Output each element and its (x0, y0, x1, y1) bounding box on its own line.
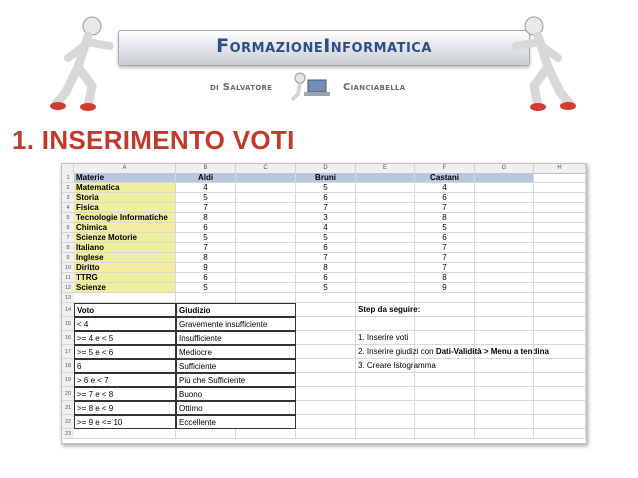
sheet-cell[interactable]: Aldi (176, 173, 236, 183)
sheet-cell[interactable]: 8 (415, 273, 475, 283)
sheet-cell[interactable] (475, 173, 534, 183)
sheet-cell[interactable] (236, 183, 296, 193)
sheet-cell[interactable]: 9 (415, 283, 475, 293)
sheet-cell[interactable] (356, 373, 415, 387)
sheet-cell[interactable]: Buono (176, 387, 296, 401)
sheet-cell[interactable]: 6 (74, 359, 176, 373)
column-header-f[interactable]: F (415, 164, 475, 173)
row-header[interactable]: 6 (62, 223, 74, 233)
sheet-cell[interactable]: Più che Sufficiente (176, 373, 296, 387)
sheet-cell[interactable] (415, 401, 475, 415)
sheet-cell[interactable] (236, 243, 296, 253)
sheet-cell[interactable]: TTRG (74, 273, 176, 283)
sheet-cell[interactable] (534, 213, 586, 223)
sheet-cell[interactable] (356, 193, 415, 203)
sheet-cell[interactable]: Matematica (74, 183, 176, 193)
sheet-cell[interactable] (296, 317, 356, 331)
sheet-grid (74, 173, 586, 443)
sheet-cell[interactable]: 3 (296, 213, 356, 223)
row-header[interactable]: 7 (62, 233, 74, 243)
sheet-cell[interactable] (356, 317, 415, 331)
sheet-cell[interactable] (356, 253, 415, 263)
row-header[interactable]: 5 (62, 213, 74, 223)
sheet-cell[interactable] (534, 173, 586, 183)
sheet-cell[interactable]: >= 7 e < 8 (74, 387, 176, 401)
sheet-cell[interactable] (475, 193, 534, 203)
sheet-cell[interactable] (296, 345, 356, 359)
sheet-cell[interactable] (475, 317, 534, 331)
sheet-cell[interactable] (356, 223, 415, 233)
sheet-cell[interactable]: 7 (415, 243, 475, 253)
row-header[interactable]: 17 (62, 345, 74, 359)
sheet-cell[interactable] (236, 173, 296, 183)
banner-author-surname: Cianciabella (343, 82, 406, 93)
sheet-cell[interactable] (296, 373, 356, 387)
sheet-cell[interactable]: 4 (415, 183, 475, 193)
sheet-cell[interactable]: Chimica (74, 223, 176, 233)
sheet-cell[interactable] (415, 345, 475, 359)
sheet-cell[interactable] (534, 223, 586, 233)
sheet-cell[interactable] (415, 331, 475, 345)
sheet-cell[interactable]: 1. Inserire voti (356, 331, 415, 345)
sheet-cell[interactable] (236, 203, 296, 213)
sheet-cell[interactable]: 7 (415, 253, 475, 263)
sheet-cell[interactable] (534, 303, 586, 317)
column-header-g[interactable]: G (475, 164, 534, 173)
sheet-cell[interactable] (356, 283, 415, 293)
sheet-cell[interactable]: Sufficiente (176, 359, 296, 373)
sheet-cell[interactable]: 6 (415, 233, 475, 243)
laptop-figure-icon (288, 70, 334, 102)
sheet-cell[interactable]: Gravemente insufficiente (176, 317, 296, 331)
sheet-cell[interactable] (356, 387, 415, 401)
row-header[interactable]: 2 (62, 183, 74, 193)
sheet-cell[interactable] (74, 293, 176, 303)
step-2-menu-path: Dati-Validità > Menu a tendina (435, 347, 549, 356)
sheet-cell[interactable] (296, 387, 356, 401)
sheet-cell[interactable] (356, 183, 415, 193)
sheet-cell[interactable] (236, 263, 296, 273)
sheet-cell[interactable]: 6 (296, 273, 356, 283)
sheet-cell[interactable] (475, 345, 534, 359)
sheet-cell[interactable]: 5 (296, 183, 356, 193)
row-header[interactable]: 15 (62, 317, 74, 331)
sheet-cell[interactable] (356, 273, 415, 283)
row-header[interactable]: 4 (62, 203, 74, 213)
sheet-cell[interactable]: 4 (296, 223, 356, 233)
sheet-cell[interactable]: 5 (176, 233, 236, 243)
sheet-cell[interactable] (475, 243, 534, 253)
sheet-cell[interactable]: Storia (74, 193, 176, 203)
sheet-cell[interactable] (415, 359, 475, 373)
row-header[interactable]: 20 (62, 387, 74, 401)
row-header[interactable]: 18 (62, 359, 74, 373)
sheet-cell[interactable] (475, 387, 534, 401)
sheet-cell[interactable]: 5 (415, 223, 475, 233)
sheet-cell[interactable] (236, 429, 296, 439)
page-title: 1. INSERIMENTO VOTI (12, 125, 295, 155)
sheet-cell[interactable]: 6 (296, 193, 356, 203)
sheet-cell[interactable]: 3. Creare Istogramma (356, 359, 415, 373)
sheet-cell[interactable] (534, 273, 586, 283)
column-header-e[interactable]: E (356, 164, 415, 173)
sheet-cell[interactable]: Step da seguire: (356, 303, 415, 317)
sheet-cell[interactable]: Castani (415, 173, 475, 183)
row-header[interactable]: 22 (62, 415, 74, 429)
sheet-cell[interactable] (236, 223, 296, 233)
sheet-cell[interactable] (236, 293, 296, 303)
sheet-cell[interactable]: 5 (176, 193, 236, 203)
sheet-cell[interactable] (356, 203, 415, 213)
banner-author-prefix: di Salvatore (210, 82, 273, 93)
sheet-cell[interactable]: 8 (176, 253, 236, 263)
sheet-cell[interactable]: Giudizio (176, 303, 296, 317)
sheet-cell[interactable] (534, 183, 586, 193)
sheet-cell[interactable] (475, 263, 534, 273)
row-header[interactable]: 16 (62, 331, 74, 345)
sheet-cell[interactable] (534, 283, 586, 293)
sheet-cell[interactable] (475, 293, 534, 303)
sheet-cell[interactable] (236, 283, 296, 293)
sheet-cell[interactable] (356, 345, 549, 359)
sheet-cell[interactable] (534, 331, 586, 345)
sheet-cell[interactable] (534, 317, 586, 331)
sheet-cell[interactable] (356, 401, 415, 415)
banner-title: FormazioneInformatica (216, 35, 432, 57)
sheet-cell[interactable] (356, 213, 415, 223)
sheet-cell[interactable]: Diritto (74, 263, 176, 273)
sheet-cell[interactable]: Inglese (74, 253, 176, 263)
sheet-cell[interactable] (415, 429, 475, 439)
sheet-cell[interactable] (415, 373, 475, 387)
sheet-cell[interactable]: 5 (296, 283, 356, 293)
sheet-cell[interactable] (475, 233, 534, 243)
sheet-cell[interactable] (296, 429, 356, 439)
sheet-cell[interactable] (475, 253, 534, 263)
sheet-cell[interactable]: >= 8 e < 9 (74, 401, 176, 415)
row-header[interactable]: 23 (62, 429, 74, 439)
row-header[interactable]: 21 (62, 401, 74, 415)
sheet-cell[interactable]: < 4 (74, 317, 176, 331)
sheet-cell[interactable] (475, 203, 534, 213)
sheet-cell[interactable] (534, 263, 586, 273)
sheet-cell[interactable]: Ottimo (176, 401, 296, 415)
sheet-cell[interactable] (534, 233, 586, 243)
sheet-cell[interactable]: 9 (176, 263, 236, 273)
header-banner (0, 0, 638, 120)
sheet-cell[interactable] (236, 193, 296, 203)
sheet-cell[interactable]: 8 (296, 263, 356, 273)
sheet-cell[interactable] (534, 203, 586, 213)
sheet-cell[interactable] (415, 317, 475, 331)
sheet-cell[interactable] (534, 253, 586, 263)
sheet-cell[interactable]: 4 (176, 183, 236, 193)
sheet-cell[interactable] (415, 303, 475, 317)
sheet-cell[interactable] (475, 415, 534, 429)
sheet-cell[interactable] (356, 233, 415, 243)
sheet-cell[interactable]: Materie (74, 173, 176, 183)
sheet-cell[interactable] (356, 243, 415, 253)
sheet-cell[interactable] (296, 303, 356, 317)
row-header[interactable]: 8 (62, 243, 74, 253)
sheet-cell[interactable]: Mediocre (176, 345, 296, 359)
column-header-d[interactable]: D (296, 164, 356, 173)
sheet-cell[interactable]: 7 (176, 203, 236, 213)
sheet-cell[interactable]: >= 5 e < 6 (74, 345, 176, 359)
sheet-cell[interactable]: 5 (176, 283, 236, 293)
row-header[interactable]: 3 (62, 193, 74, 203)
column-corner (62, 164, 74, 173)
sheet-cell[interactable] (296, 401, 356, 415)
sheet-cell[interactable] (475, 223, 534, 233)
sheet-cell[interactable] (534, 429, 586, 439)
sheet-cell[interactable]: Scienze Motorie (74, 233, 176, 243)
sheet-cell[interactable] (534, 401, 586, 415)
sheet-cell[interactable]: Scienze (74, 283, 176, 293)
sheet-cell[interactable] (176, 293, 236, 303)
sheet-cell[interactable] (475, 283, 534, 293)
sheet-cell[interactable] (356, 263, 415, 273)
sheet-cell[interactable]: 8 (176, 213, 236, 223)
sheet-cell[interactable]: 8 (415, 213, 475, 223)
column-header-b[interactable]: B (176, 164, 236, 173)
sheet-cell[interactable] (296, 293, 356, 303)
sheet-cell[interactable] (534, 359, 586, 373)
row-header[interactable]: 11 (62, 273, 74, 283)
sheet-cell[interactable]: 7 (176, 243, 236, 253)
sheet-cell[interactable] (415, 415, 475, 429)
sheet-cell[interactable]: >= 9 e <= 10 (74, 415, 176, 429)
sheet-cell[interactable] (415, 387, 475, 401)
sheet-cell[interactable]: >= 4 e < 5 (74, 331, 176, 345)
column-header-h[interactable]: H (534, 164, 586, 173)
sheet-cell[interactable] (296, 415, 356, 429)
sheet-cell[interactable] (356, 415, 415, 429)
sheet-cell[interactable] (534, 415, 586, 429)
sheet-cell[interactable]: 7 (296, 253, 356, 263)
sheet-cell[interactable] (475, 303, 534, 317)
sheet-cell[interactable] (534, 243, 586, 253)
sheet-cell[interactable]: Fisica (74, 203, 176, 213)
sheet-cell[interactable]: 7 (415, 203, 475, 213)
sheet-cell[interactable] (415, 293, 475, 303)
sheet-cell[interactable] (356, 173, 415, 183)
sheet-cell[interactable]: 6 (415, 193, 475, 203)
sheet-cell[interactable] (475, 373, 534, 387)
sheet-cell[interactable] (176, 429, 236, 439)
sheet-cell[interactable] (475, 401, 534, 415)
sheet-cell[interactable]: Eccellente (176, 415, 296, 429)
row-header[interactable]: 13 (62, 293, 74, 303)
row-header[interactable]: 14 (62, 303, 74, 317)
sheet-cell[interactable] (534, 193, 586, 203)
sheet-cell[interactable] (236, 233, 296, 243)
row-header[interactable]: 1 (62, 173, 74, 183)
sheet-cell[interactable]: Italiano (74, 243, 176, 253)
sheet-cell[interactable]: 7 (296, 203, 356, 213)
sheet-cell[interactable] (475, 213, 534, 223)
sheet-cell[interactable] (475, 273, 534, 283)
row-header[interactable]: 19 (62, 373, 74, 387)
sheet-cell[interactable] (534, 345, 586, 359)
column-header-a[interactable]: A (74, 164, 176, 173)
sheet-cell[interactable] (475, 183, 534, 193)
banner-bar (118, 30, 530, 66)
row-header[interactable]: 10 (62, 263, 74, 273)
spreadsheet (61, 163, 587, 444)
step-2-text: 2. Inserire giudizi con (358, 347, 436, 356)
sheet-cell[interactable] (534, 373, 586, 387)
sheet-cell[interactable] (534, 387, 586, 401)
sheet-cell[interactable] (236, 273, 296, 283)
sheet-cell[interactable] (296, 331, 356, 345)
sheet-cell[interactable]: 6 (176, 273, 236, 283)
sheet-cell[interactable]: Tecnologie Informatiche (74, 213, 176, 223)
sheet-cell[interactable]: 6 (296, 243, 356, 253)
sheet-cell[interactable]: > 6 e < 7 (74, 373, 176, 387)
sheet-cell[interactable] (356, 293, 415, 303)
sheet-cell[interactable] (475, 429, 534, 439)
sheet-cell[interactable]: 7 (415, 263, 475, 273)
sheet-cell[interactable]: Insufficiente (176, 331, 296, 345)
sheet-cell[interactable] (296, 359, 356, 373)
sheet-cell[interactable] (236, 253, 296, 263)
sheet-cell[interactable]: Voto (74, 303, 176, 317)
sheet-cell[interactable] (534, 293, 586, 303)
column-header-c[interactable]: C (236, 164, 296, 173)
sheet-cell[interactable]: Bruni (296, 173, 356, 183)
sheet-cell[interactable]: 5 (296, 233, 356, 243)
row-header[interactable]: 12 (62, 283, 74, 293)
sheet-cell[interactable] (475, 331, 534, 345)
sheet-cell[interactable] (356, 429, 415, 439)
row-header[interactable]: 9 (62, 253, 74, 263)
sheet-cell[interactable] (475, 359, 534, 373)
sheet-cell[interactable]: 6 (176, 223, 236, 233)
sheet-cell[interactable] (74, 429, 176, 439)
sheet-cell[interactable] (236, 213, 296, 223)
